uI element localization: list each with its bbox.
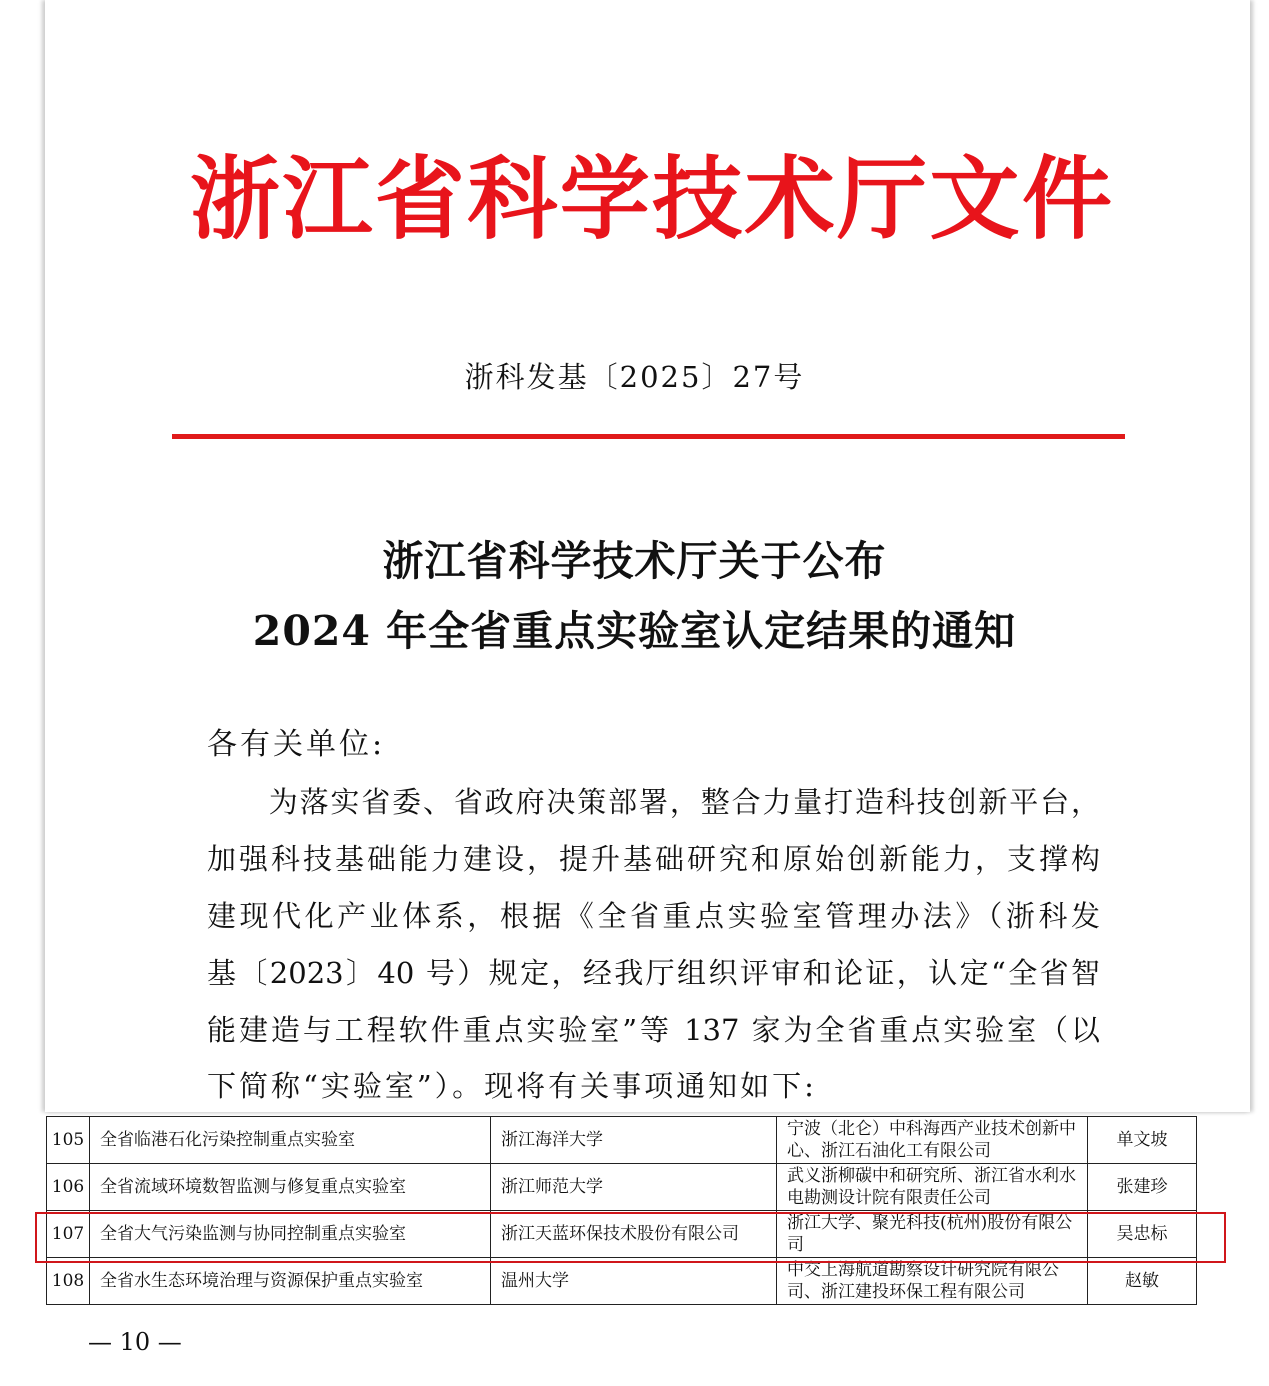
body-line: 基〔2023〕40 号）规定，经我厅组织评审和论证，认定“全省智 (207, 956, 1100, 990)
cell-lab-name: 全省大气污染监测与协同控制重点实验室 (90, 1211, 491, 1258)
cell-director: 单文坡 (1088, 1117, 1197, 1164)
body-line: 能建造与工程软件重点实验室”等 137 家为全省重点实验室（以 (207, 1013, 1100, 1047)
cell-partner-units: 武义浙柳碳中和研究所、浙江省水利水电勘测设计院有限责任公司 (777, 1164, 1088, 1211)
cell-lab-name: 全省流域环境数智监测与修复重点实验室 (90, 1164, 491, 1211)
cell-host-unit: 温州大学 (491, 1258, 777, 1305)
cell-number: 105 (47, 1117, 90, 1164)
document-number: 浙科发基〔2025〕27号 (464, 360, 805, 394)
cell-number: 108 (47, 1258, 90, 1305)
cell-host-unit: 浙江海洋大学 (491, 1117, 777, 1164)
cell-host-unit: 浙江天蓝环保技术股份有限公司 (491, 1211, 777, 1258)
cell-partner-units: 中交上海航道勘察设计研究院有限公司、浙江建投环保工程有限公司 (777, 1258, 1088, 1305)
cell-number: 107 (47, 1211, 90, 1258)
table-row (47, 1164, 1197, 1211)
cell-director: 赵敏 (1088, 1258, 1197, 1305)
cell-number: 106 (47, 1164, 90, 1211)
cell-host-unit: 浙江师范大学 (491, 1164, 777, 1211)
notice-title-line-1: 浙江省科学技术厅关于公布 (382, 537, 887, 585)
document-header-title: 浙江省科学技术厅文件 (190, 147, 1110, 252)
table-row (47, 1258, 1197, 1305)
body-line: 加强科技基础能力建设，提升基础研究和原始创新能力，支撑构 (207, 842, 1100, 876)
body-line: 下简称“实验室”）。现将有关事项通知如下: (207, 1069, 817, 1103)
cell-director: 张建珍 (1088, 1164, 1197, 1211)
body-line: 为落实省委、省政府决策部署，整合力量打造科技创新平台， (207, 785, 1100, 819)
page-number: — 10 — (88, 1328, 182, 1356)
cell-partner-units: 宁波（北仑）中科海西产业技术创新中心、浙江石油化工有限公司 (777, 1117, 1088, 1164)
salutation: 各有关单位: (207, 727, 386, 762)
cell-lab-name: 全省临港石化污染控制重点实验室 (90, 1117, 491, 1164)
lab-table (46, 1116, 1197, 1305)
cell-lab-name: 全省水生态环境治理与资源保护重点实验室 (90, 1258, 491, 1305)
header-divider (172, 434, 1125, 439)
notice-title-line-2: 2024 年全省重点实验室认定结果的通知 (252, 607, 1017, 655)
cell-director: 吴忠标 (1088, 1211, 1197, 1258)
cell-partner-units: 浙江大学、聚光科技(杭州)股份有限公司 (777, 1211, 1088, 1258)
body-line: 建现代化产业体系，根据《全省重点实验室管理办法》（浙科发 (207, 899, 1100, 933)
table-row (47, 1117, 1197, 1164)
highlight-box (35, 1212, 1226, 1263)
